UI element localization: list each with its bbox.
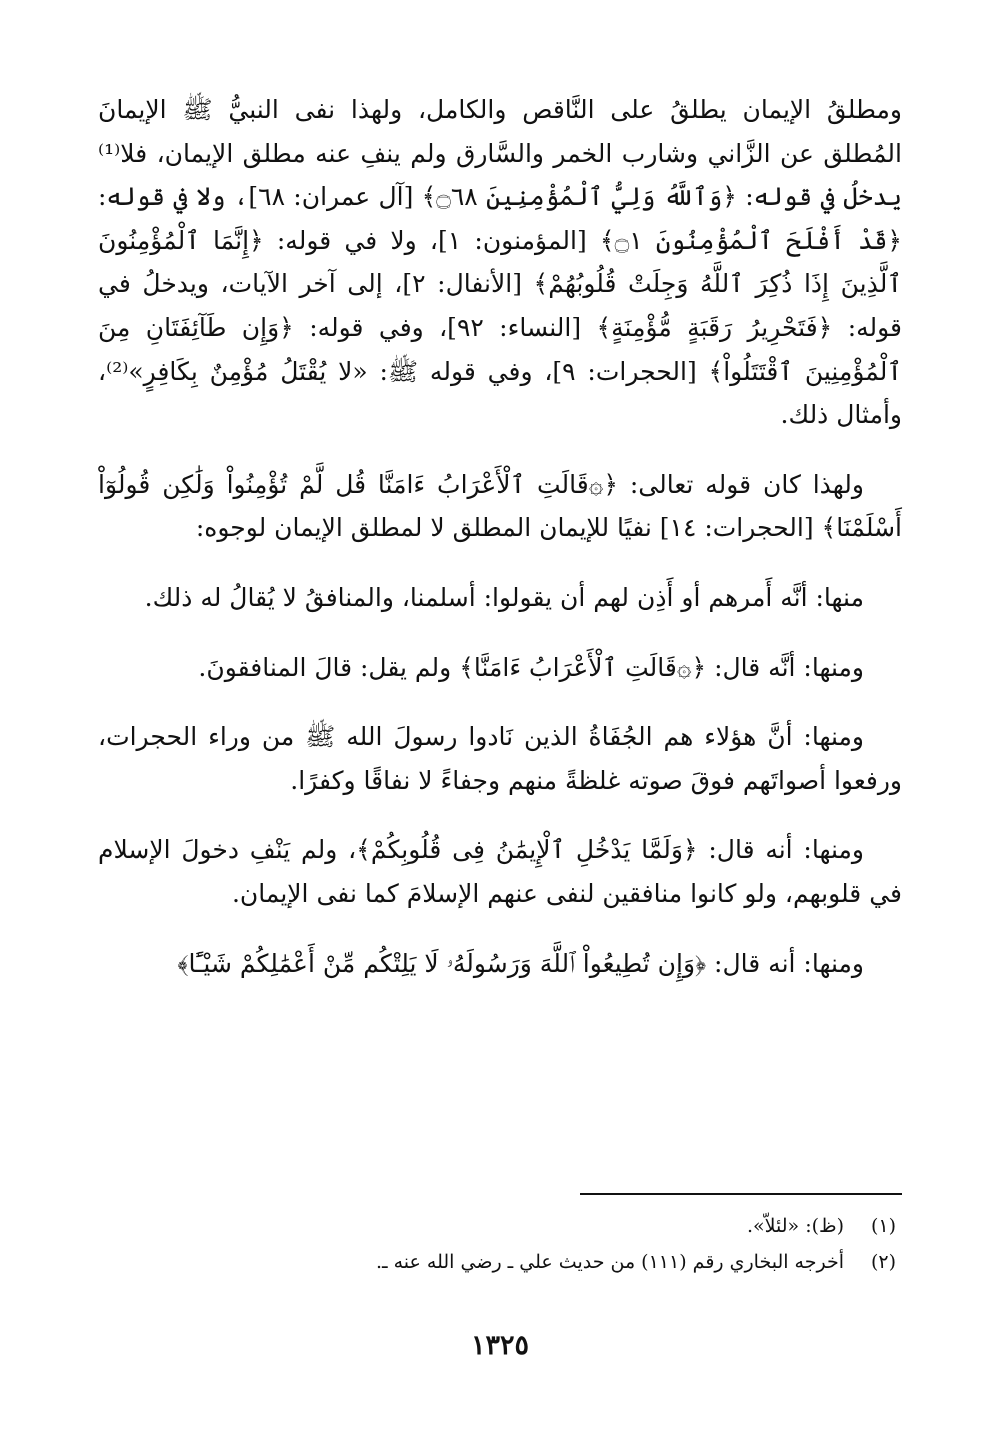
paragraph-1: ومطلقُ الإيمان يطلقُ على النَّاقص والكامل، ولهذا نفى النبيُّ ﷺ الإيمانَ المُطلق عن الزَّاني وشارب الخمر والسَّارق ولم ينفِ عنه مطلق الإيمان، فلا⁽¹⁾ يدخلُ في قوله: ﴿وَٱللَّهُ وَلِيُّ ٱلْمُؤْمِنِينَ ۝٦٨﴾ [آل عمران: ٦٨]، ولا في قوله: ﴿قَدْ أَفْلَحَ ٱلْمُؤْمِنُونَ ۝١﴾ [المؤمنون: ١]، ولا في قوله: ﴿إِنَّمَا ٱلْمُؤْمِنُونَ ٱلَّذِينَ إِذَا ذُكِرَ ٱللَّهُ وَجِلَتْ قُلُوبُهُمْ﴾ [الأنفال: ٢]، إلى آخر الآيات، ويدخلُ في قوله: ﴿فَتَحْرِيرُ رَقَبَةٍ مُّؤْمِنَةٍ﴾ [النساء: ٩٢]، وفي قوله: ﴿وَإِن طَآئِفَتَانِ مِنَ ٱلْمُؤْمِنِينَ ٱقْتَتَلُواْ﴾ [الحجرات: ٩]، وفي قوله ﷺ: «لا يُقْتَلُ مُؤْمِنٌ بِكَافِرٍ»⁽²⁾، وأمثال ذلك. xyxy=(98,95,903,430)
footnote-2 xyxy=(98,1244,902,1280)
footnote-1 xyxy=(98,1208,902,1244)
page-number: ١٣٢٥ xyxy=(470,1330,529,1361)
footnote-divider xyxy=(580,1193,902,1195)
paragraph-3: منها: أنَّه أَمرهم أو أَذِن لهم أن يقولوا: أسلمنا، والمنافقُ لا يُقالُ له ذلك. xyxy=(144,582,864,612)
paragraph-6: ومنها: أنه قال: ﴿وَلَمَّا يَدْخُلِ ٱلْإِيمَٰنُ فِى قُلُوبِكُمْ﴾، ولم يَنْفِ دخولَ الإسلام في قلوبهم، ولو كانوا منافقين لنفى عنهم الإسلامَ كما نفى الإيمان. xyxy=(98,835,902,908)
footnote-text: أخرجه البخاري رقم (١١١) من حديث علي ـ رضي الله عنه ـ. xyxy=(375,1251,844,1273)
paragraph-2: ولهذا كان قوله تعالى: ﴿۞قَالَتِ ٱلْأَعْرَابُ ءَامَنَّا قُل لَّمْ تُؤْمِنُواْ وَلَٰكِن قُولُوٓاْ أَسْلَمْنَا﴾ [الحجرات: ١٤] نفيًا للإيمان المطلق لا لمطلق الإيمان لوجوه: xyxy=(98,469,902,543)
paragraph-7: ومنها: أنه قال: ﴿وَإِن تُطِيعُواْ ٱللَّهَ وَرَسُولَهُۥ لَا يَلِتْكُم مِّنْ أَعْمَٰلِكُمْ شَيْـًٔا﴾ xyxy=(177,948,864,978)
footnote-text: (ظ): «لئلاّ». xyxy=(747,1215,844,1237)
footnotes xyxy=(98,1208,902,1280)
page-body xyxy=(98,88,902,1011)
paragraph-5: ومنها: أنَّ هؤلاء هم الجُفَاةُ الذين نَادوا رسولَ الله ﷺ من وراء الحجرات، ورفعوا أصواتَهم فوقَ صوته غلظةً منهم وجفاءً لا نفاقًا وكفرًا. xyxy=(98,722,902,795)
paragraph-4: ومنها: أنَّه قال: ﴿۞قَالَتِ ٱلْأَعْرَابُ ءَامَنَّا﴾ ولم يقل: قالَ المنافقونَ. xyxy=(198,652,864,682)
footnote-number: (٢) xyxy=(870,1251,896,1273)
footnote-number: (١) xyxy=(870,1215,896,1237)
